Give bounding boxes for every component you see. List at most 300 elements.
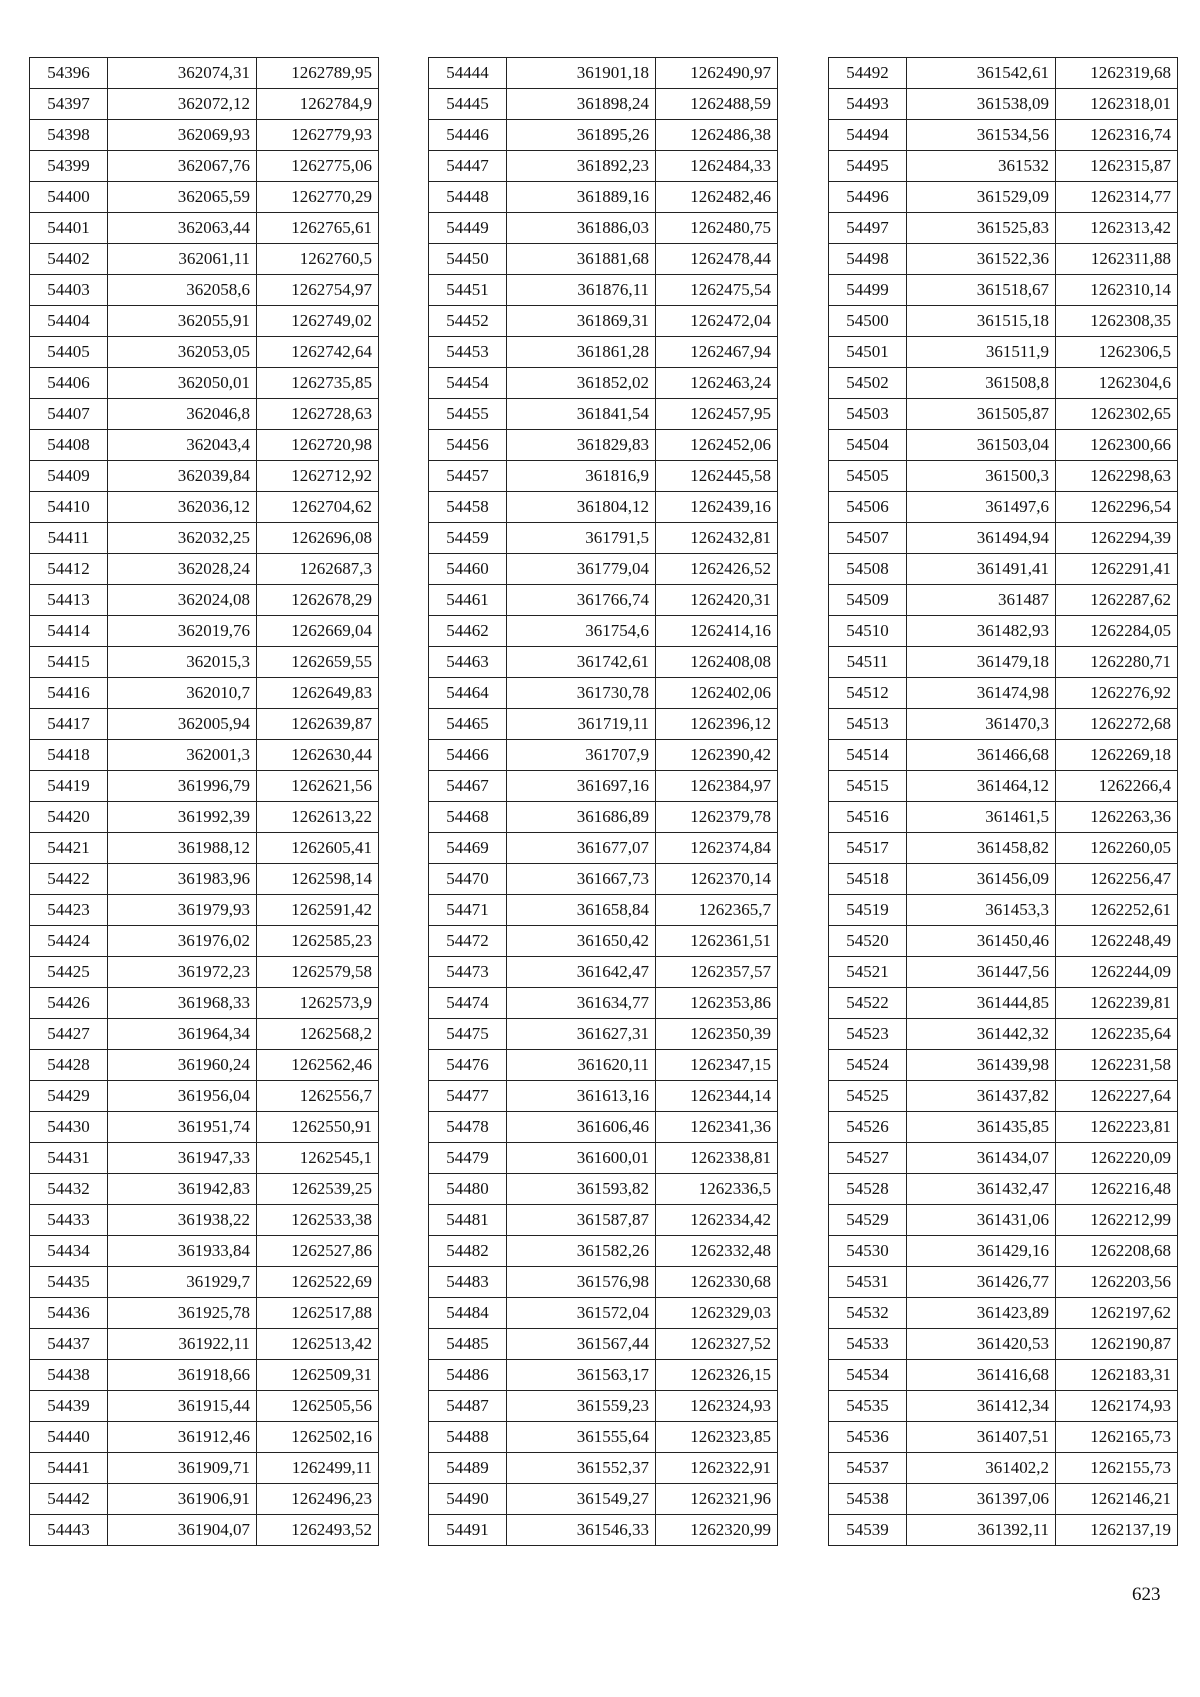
- x-coordinate-cell: 362072,12: [108, 89, 257, 120]
- y-coordinate-cell: 1262779,93: [257, 120, 379, 151]
- point-number-cell: 54440: [30, 1422, 108, 1453]
- table-row: [30, 1236, 379, 1267]
- point-number-cell: 54508: [829, 554, 907, 585]
- y-coordinate-cell: 1262344,14: [656, 1081, 778, 1112]
- table-row: [429, 1112, 778, 1143]
- x-coordinate-cell: 361412,34: [907, 1391, 1056, 1422]
- table-row: [829, 213, 1178, 244]
- x-coordinate-cell: 361600,01: [507, 1143, 656, 1174]
- table-row: [30, 1298, 379, 1329]
- x-coordinate-cell: 361983,96: [108, 864, 257, 895]
- x-coordinate-cell: 361549,27: [507, 1484, 656, 1515]
- y-coordinate-cell: 1262319,68: [1056, 58, 1178, 89]
- table-row: [829, 89, 1178, 120]
- table-row: [829, 926, 1178, 957]
- y-coordinate-cell: 1262311,88: [1056, 244, 1178, 275]
- table-row: [829, 647, 1178, 678]
- y-coordinate-cell: 1262327,52: [656, 1329, 778, 1360]
- x-coordinate-cell: 361912,46: [108, 1422, 257, 1453]
- x-coordinate-cell: 361904,07: [108, 1515, 257, 1546]
- table-row: [429, 895, 778, 926]
- x-coordinate-cell: 361529,09: [907, 182, 1056, 213]
- table-row: [429, 802, 778, 833]
- point-number-cell: 54505: [829, 461, 907, 492]
- table-row: [30, 988, 379, 1019]
- point-number-cell: 54474: [429, 988, 507, 1019]
- y-coordinate-cell: 1262488,59: [656, 89, 778, 120]
- x-coordinate-cell: 361479,18: [907, 647, 1056, 678]
- x-coordinate-cell: 361816,9: [507, 461, 656, 492]
- y-coordinate-cell: 1262605,41: [257, 833, 379, 864]
- table-row: [429, 771, 778, 802]
- point-number-cell: 54415: [30, 647, 108, 678]
- y-coordinate-cell: 1262248,49: [1056, 926, 1178, 957]
- point-number-cell: 54506: [829, 492, 907, 523]
- y-coordinate-cell: 1262223,81: [1056, 1112, 1178, 1143]
- point-number-cell: 54446: [429, 120, 507, 151]
- point-number-cell: 54411: [30, 523, 108, 554]
- table-row: [30, 337, 379, 368]
- table-row: [829, 554, 1178, 585]
- y-coordinate-cell: 1262341,36: [656, 1112, 778, 1143]
- table-row: [30, 1267, 379, 1298]
- table-row: [30, 1050, 379, 1081]
- point-number-cell: 54425: [30, 957, 108, 988]
- table-row: [429, 461, 778, 492]
- point-number-cell: 54454: [429, 368, 507, 399]
- point-number-cell: 54535: [829, 1391, 907, 1422]
- table-row: [429, 1174, 778, 1205]
- table-row: [429, 1422, 778, 1453]
- x-coordinate-cell: 361458,82: [907, 833, 1056, 864]
- point-number-cell: 54479: [429, 1143, 507, 1174]
- x-coordinate-cell: 361402,2: [907, 1453, 1056, 1484]
- x-coordinate-cell: 361576,98: [507, 1267, 656, 1298]
- point-number-cell: 54515: [829, 771, 907, 802]
- table-row: [429, 244, 778, 275]
- x-coordinate-cell: 361861,28: [507, 337, 656, 368]
- x-coordinate-cell: 361546,33: [507, 1515, 656, 1546]
- table-row: [30, 120, 379, 151]
- table-row: [429, 275, 778, 306]
- point-number-cell: 54529: [829, 1205, 907, 1236]
- point-number-cell: 54467: [429, 771, 507, 802]
- y-coordinate-cell: 1262496,23: [257, 1484, 379, 1515]
- table-row: [829, 1329, 1178, 1360]
- x-coordinate-cell: 361497,6: [907, 492, 1056, 523]
- table-row: [30, 58, 379, 89]
- y-coordinate-cell: 1262304,6: [1056, 368, 1178, 399]
- y-coordinate-cell: 1262402,06: [656, 678, 778, 709]
- y-coordinate-cell: 1262784,9: [257, 89, 379, 120]
- y-coordinate-cell: 1262338,81: [656, 1143, 778, 1174]
- table-row: [429, 1267, 778, 1298]
- table-row: [30, 1484, 379, 1515]
- page-number: 623: [1132, 1584, 1161, 1605]
- table-row: [829, 306, 1178, 337]
- x-coordinate-cell: 361482,93: [907, 616, 1056, 647]
- y-coordinate-cell: 1262712,92: [257, 461, 379, 492]
- x-coordinate-cell: 361829,83: [507, 430, 656, 461]
- x-coordinate-cell: 361613,16: [507, 1081, 656, 1112]
- y-coordinate-cell: 1262353,86: [656, 988, 778, 1019]
- point-number-cell: 54519: [829, 895, 907, 926]
- y-coordinate-cell: 1262502,16: [257, 1422, 379, 1453]
- y-coordinate-cell: 1262146,21: [1056, 1484, 1178, 1515]
- y-coordinate-cell: 1262239,81: [1056, 988, 1178, 1019]
- x-coordinate-cell: 362005,94: [108, 709, 257, 740]
- x-coordinate-cell: 361532: [907, 151, 1056, 182]
- table-row: [829, 1360, 1178, 1391]
- y-coordinate-cell: 1262480,75: [656, 213, 778, 244]
- x-coordinate-cell: 361889,16: [507, 182, 656, 213]
- point-number-cell: 54488: [429, 1422, 507, 1453]
- y-coordinate-cell: 1262472,04: [656, 306, 778, 337]
- table-row: [429, 399, 778, 430]
- point-number-cell: 54516: [829, 802, 907, 833]
- x-coordinate-cell: 361766,74: [507, 585, 656, 616]
- table-row: [429, 1391, 778, 1422]
- x-coordinate-cell: 361563,17: [507, 1360, 656, 1391]
- x-coordinate-cell: 361964,34: [108, 1019, 257, 1050]
- y-coordinate-cell: 1262585,23: [257, 926, 379, 957]
- table-row: [429, 1453, 778, 1484]
- y-coordinate-cell: 1262527,86: [257, 1236, 379, 1267]
- table-row: [30, 616, 379, 647]
- x-coordinate-cell: 361456,09: [907, 864, 1056, 895]
- point-number-cell: 54533: [829, 1329, 907, 1360]
- table-row: [829, 1422, 1178, 1453]
- point-number-cell: 54468: [429, 802, 507, 833]
- table-row: [30, 864, 379, 895]
- table-row: [829, 461, 1178, 492]
- x-coordinate-cell: 361439,98: [907, 1050, 1056, 1081]
- x-coordinate-cell: 361397,06: [907, 1484, 1056, 1515]
- y-coordinate-cell: 1262231,58: [1056, 1050, 1178, 1081]
- y-coordinate-cell: 1262212,99: [1056, 1205, 1178, 1236]
- table-row: [829, 399, 1178, 430]
- y-coordinate-cell: 1262598,14: [257, 864, 379, 895]
- point-number-cell: 54509: [829, 585, 907, 616]
- x-coordinate-cell: 361972,23: [108, 957, 257, 988]
- table-row: [429, 523, 778, 554]
- point-number-cell: 54489: [429, 1453, 507, 1484]
- table-row: [429, 1360, 778, 1391]
- y-coordinate-cell: 1262457,95: [656, 399, 778, 430]
- y-coordinate-cell: 1262216,48: [1056, 1174, 1178, 1205]
- point-number-cell: 54460: [429, 554, 507, 585]
- y-coordinate-cell: 1262720,98: [257, 430, 379, 461]
- y-coordinate-cell: 1262280,71: [1056, 647, 1178, 678]
- table-row: [30, 1143, 379, 1174]
- y-coordinate-cell: 1262314,77: [1056, 182, 1178, 213]
- x-coordinate-cell: 362063,44: [108, 213, 257, 244]
- point-number-cell: 54398: [30, 120, 108, 151]
- x-coordinate-cell: 361466,68: [907, 740, 1056, 771]
- y-coordinate-cell: 1262513,42: [257, 1329, 379, 1360]
- y-coordinate-cell: 1262426,52: [656, 554, 778, 585]
- x-coordinate-cell: 361642,47: [507, 957, 656, 988]
- x-coordinate-cell: 362032,25: [108, 523, 257, 554]
- y-coordinate-cell: 1262374,84: [656, 833, 778, 864]
- y-coordinate-cell: 1262291,41: [1056, 554, 1178, 585]
- x-coordinate-cell: 361658,84: [507, 895, 656, 926]
- x-coordinate-cell: 362058,6: [108, 275, 257, 306]
- x-coordinate-cell: 361960,24: [108, 1050, 257, 1081]
- x-coordinate-cell: 361620,11: [507, 1050, 656, 1081]
- x-coordinate-cell: 361508,8: [907, 368, 1056, 399]
- x-coordinate-cell: 361947,33: [108, 1143, 257, 1174]
- table-row: [429, 306, 778, 337]
- point-number-cell: 54461: [429, 585, 507, 616]
- x-coordinate-cell: 361515,18: [907, 306, 1056, 337]
- table-row: [829, 1112, 1178, 1143]
- table-row: [829, 151, 1178, 182]
- table-row: [429, 1205, 778, 1236]
- table-row: [829, 1267, 1178, 1298]
- y-coordinate-cell: 1262347,15: [656, 1050, 778, 1081]
- table-row: [829, 523, 1178, 554]
- x-coordinate-cell: 361538,09: [907, 89, 1056, 120]
- y-coordinate-cell: 1262420,31: [656, 585, 778, 616]
- x-coordinate-cell: 361450,46: [907, 926, 1056, 957]
- table-row: [429, 368, 778, 399]
- x-coordinate-cell: 361925,78: [108, 1298, 257, 1329]
- point-number-cell: 54453: [429, 337, 507, 368]
- x-coordinate-cell: 361992,39: [108, 802, 257, 833]
- x-coordinate-cell: 361432,47: [907, 1174, 1056, 1205]
- point-number-cell: 54525: [829, 1081, 907, 1112]
- table-row: [829, 1484, 1178, 1515]
- y-coordinate-cell: 1262272,68: [1056, 709, 1178, 740]
- x-coordinate-cell: 361392,11: [907, 1515, 1056, 1546]
- table-row: [429, 957, 778, 988]
- table-row: [30, 213, 379, 244]
- table-row: [429, 1236, 778, 1267]
- x-coordinate-cell: 361453,3: [907, 895, 1056, 926]
- y-coordinate-cell: 1262704,62: [257, 492, 379, 523]
- y-coordinate-cell: 1262220,09: [1056, 1143, 1178, 1174]
- y-coordinate-cell: 1262760,5: [257, 244, 379, 275]
- table-row: [30, 492, 379, 523]
- point-number-cell: 54493: [829, 89, 907, 120]
- point-number-cell: 54413: [30, 585, 108, 616]
- x-coordinate-cell: 361719,11: [507, 709, 656, 740]
- x-coordinate-cell: 361886,03: [507, 213, 656, 244]
- point-number-cell: 54477: [429, 1081, 507, 1112]
- coordinate-table-3: [828, 57, 1178, 1546]
- x-coordinate-cell: 361979,93: [108, 895, 257, 926]
- x-coordinate-cell: 361988,12: [108, 833, 257, 864]
- y-coordinate-cell: 1262287,62: [1056, 585, 1178, 616]
- x-coordinate-cell: 361901,18: [507, 58, 656, 89]
- x-coordinate-cell: 361906,91: [108, 1484, 257, 1515]
- table-row: [30, 1360, 379, 1391]
- table-row: [30, 771, 379, 802]
- table-row: [429, 864, 778, 895]
- y-coordinate-cell: 1262591,42: [257, 895, 379, 926]
- point-number-cell: 54427: [30, 1019, 108, 1050]
- x-coordinate-cell: 361707,9: [507, 740, 656, 771]
- y-coordinate-cell: 1262439,16: [656, 492, 778, 523]
- y-coordinate-cell: 1262486,38: [656, 120, 778, 151]
- table-row: [829, 771, 1178, 802]
- x-coordinate-cell: 362053,05: [108, 337, 257, 368]
- y-coordinate-cell: 1262396,12: [656, 709, 778, 740]
- x-coordinate-cell: 361518,67: [907, 275, 1056, 306]
- table-row: [429, 740, 778, 771]
- point-number-cell: 54430: [30, 1112, 108, 1143]
- point-number-cell: 54503: [829, 399, 907, 430]
- x-coordinate-cell: 362024,08: [108, 585, 257, 616]
- y-coordinate-cell: 1262294,39: [1056, 523, 1178, 554]
- table-row: [829, 1050, 1178, 1081]
- table-row: [30, 647, 379, 678]
- point-number-cell: 54456: [429, 430, 507, 461]
- table-row: [429, 926, 778, 957]
- table-row: [429, 585, 778, 616]
- x-coordinate-cell: 362028,24: [108, 554, 257, 585]
- x-coordinate-cell: 362019,76: [108, 616, 257, 647]
- table-row: [829, 182, 1178, 213]
- y-coordinate-cell: 1262326,15: [656, 1360, 778, 1391]
- point-number-cell: 54406: [30, 368, 108, 399]
- table-row: [30, 306, 379, 337]
- y-coordinate-cell: 1262539,25: [257, 1174, 379, 1205]
- y-coordinate-cell: 1262183,31: [1056, 1360, 1178, 1391]
- y-coordinate-cell: 1262573,9: [257, 988, 379, 1019]
- point-number-cell: 54480: [429, 1174, 507, 1205]
- table-row: [30, 740, 379, 771]
- table-row: [829, 895, 1178, 926]
- table-row: [30, 833, 379, 864]
- x-coordinate-cell: 362061,11: [108, 244, 257, 275]
- y-coordinate-cell: 1262310,14: [1056, 275, 1178, 306]
- y-coordinate-cell: 1262445,58: [656, 461, 778, 492]
- y-coordinate-cell: 1262332,48: [656, 1236, 778, 1267]
- x-coordinate-cell: 361442,32: [907, 1019, 1056, 1050]
- x-coordinate-cell: 361555,64: [507, 1422, 656, 1453]
- table-row: [829, 1174, 1178, 1205]
- y-coordinate-cell: 1262244,09: [1056, 957, 1178, 988]
- x-coordinate-cell: 361593,82: [507, 1174, 656, 1205]
- y-coordinate-cell: 1262302,65: [1056, 399, 1178, 430]
- y-coordinate-cell: 1262203,56: [1056, 1267, 1178, 1298]
- point-number-cell: 54402: [30, 244, 108, 275]
- point-number-cell: 54517: [829, 833, 907, 864]
- x-coordinate-cell: 361909,71: [108, 1453, 257, 1484]
- x-coordinate-cell: 361474,98: [907, 678, 1056, 709]
- table-row: [30, 1174, 379, 1205]
- point-number-cell: 54458: [429, 492, 507, 523]
- x-coordinate-cell: 361420,53: [907, 1329, 1056, 1360]
- x-coordinate-cell: 361929,7: [108, 1267, 257, 1298]
- x-coordinate-cell: 362001,3: [108, 740, 257, 771]
- table-row: [30, 957, 379, 988]
- x-coordinate-cell: 362055,91: [108, 306, 257, 337]
- y-coordinate-cell: 1262687,3: [257, 554, 379, 585]
- x-coordinate-cell: 361976,02: [108, 926, 257, 957]
- y-coordinate-cell: 1262318,01: [1056, 89, 1178, 120]
- point-number-cell: 54492: [829, 58, 907, 89]
- x-coordinate-cell: 361686,89: [507, 802, 656, 833]
- point-number-cell: 54396: [30, 58, 108, 89]
- x-coordinate-cell: 361881,68: [507, 244, 656, 275]
- x-coordinate-cell: 361634,77: [507, 988, 656, 1019]
- point-number-cell: 54499: [829, 275, 907, 306]
- x-coordinate-cell: 361606,46: [507, 1112, 656, 1143]
- table-row: [429, 647, 778, 678]
- table-row: [30, 1329, 379, 1360]
- y-coordinate-cell: 1262155,73: [1056, 1453, 1178, 1484]
- x-coordinate-cell: 362036,12: [108, 492, 257, 523]
- point-number-cell: 54417: [30, 709, 108, 740]
- point-number-cell: 54494: [829, 120, 907, 151]
- point-number-cell: 54498: [829, 244, 907, 275]
- point-number-cell: 54443: [30, 1515, 108, 1546]
- y-coordinate-cell: 1262390,42: [656, 740, 778, 771]
- y-coordinate-cell: 1262789,95: [257, 58, 379, 89]
- point-number-cell: 54487: [429, 1391, 507, 1422]
- table-row: [429, 833, 778, 864]
- y-coordinate-cell: 1262350,39: [656, 1019, 778, 1050]
- point-number-cell: 54429: [30, 1081, 108, 1112]
- table-row: [429, 430, 778, 461]
- x-coordinate-cell: 361869,31: [507, 306, 656, 337]
- x-coordinate-cell: 361650,42: [507, 926, 656, 957]
- y-coordinate-cell: 1262313,42: [1056, 213, 1178, 244]
- point-number-cell: 54521: [829, 957, 907, 988]
- table-row: [829, 275, 1178, 306]
- x-coordinate-cell: 361852,02: [507, 368, 656, 399]
- table-row: [30, 1515, 379, 1546]
- y-coordinate-cell: 1262298,63: [1056, 461, 1178, 492]
- y-coordinate-cell: 1262408,08: [656, 647, 778, 678]
- x-coordinate-cell: 361431,06: [907, 1205, 1056, 1236]
- x-coordinate-cell: 361915,44: [108, 1391, 257, 1422]
- point-number-cell: 54452: [429, 306, 507, 337]
- x-coordinate-cell: 361895,26: [507, 120, 656, 151]
- y-coordinate-cell: 1262742,64: [257, 337, 379, 368]
- table-row: [829, 1019, 1178, 1050]
- y-coordinate-cell: 1262330,68: [656, 1267, 778, 1298]
- x-coordinate-cell: 361447,56: [907, 957, 1056, 988]
- y-coordinate-cell: 1262696,08: [257, 523, 379, 554]
- table-row: [429, 709, 778, 740]
- point-number-cell: 54478: [429, 1112, 507, 1143]
- point-number-cell: 54403: [30, 275, 108, 306]
- table-row: [829, 368, 1178, 399]
- y-coordinate-cell: 1262478,44: [656, 244, 778, 275]
- table-row: [429, 58, 778, 89]
- point-number-cell: 54416: [30, 678, 108, 709]
- table-row: [429, 616, 778, 647]
- x-coordinate-cell: 362046,8: [108, 399, 257, 430]
- point-number-cell: 54405: [30, 337, 108, 368]
- table-row: [829, 957, 1178, 988]
- x-coordinate-cell: 361434,07: [907, 1143, 1056, 1174]
- point-number-cell: 54490: [429, 1484, 507, 1515]
- y-coordinate-cell: 1262490,97: [656, 58, 778, 89]
- point-number-cell: 54431: [30, 1143, 108, 1174]
- point-number-cell: 54528: [829, 1174, 907, 1205]
- table-row: [829, 58, 1178, 89]
- point-number-cell: 54419: [30, 771, 108, 802]
- y-coordinate-cell: 1262484,33: [656, 151, 778, 182]
- point-number-cell: 54501: [829, 337, 907, 368]
- x-coordinate-cell: 362010,7: [108, 678, 257, 709]
- table-row: [829, 120, 1178, 151]
